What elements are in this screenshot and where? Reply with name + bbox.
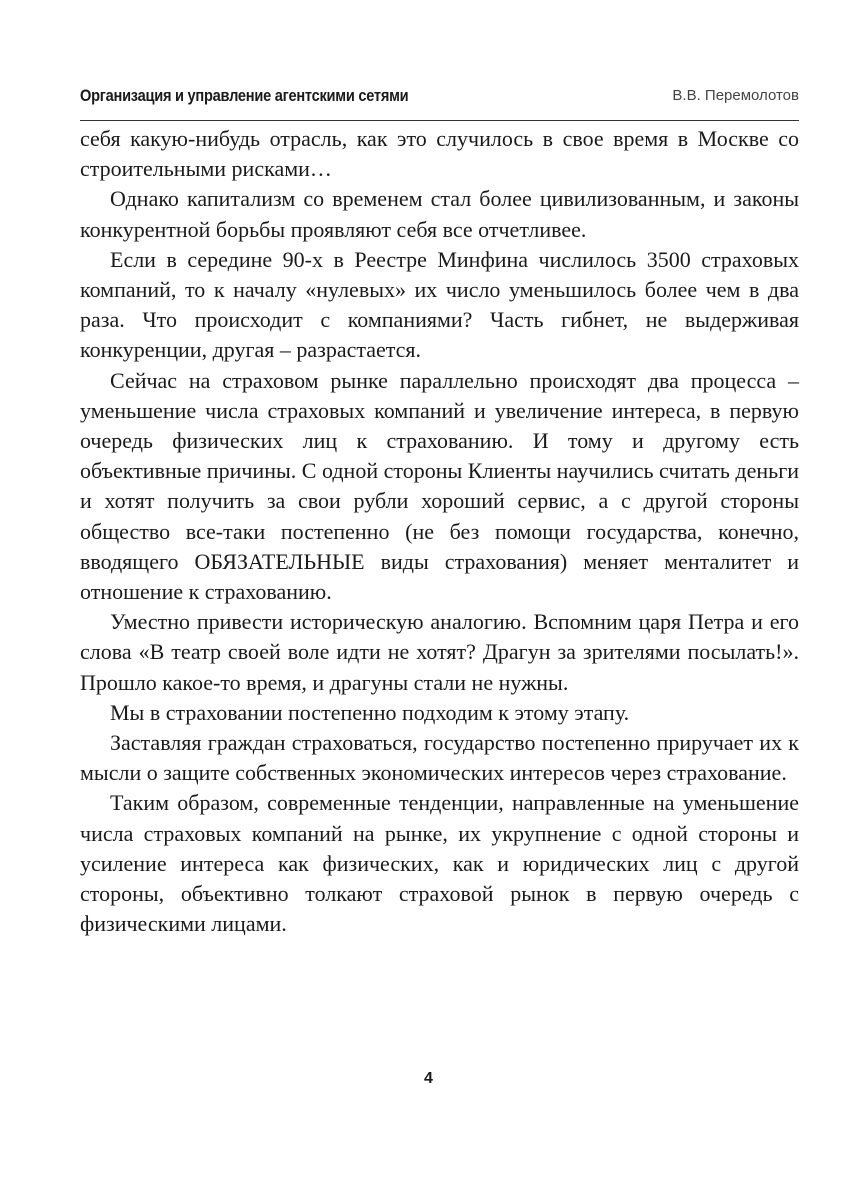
paragraph-5: Уместно привести историческую аналогию. Вспомним царя Петра и его слова «В театр своей воле идти не хотят? Драгун за зрителями посылать!». Прошло какое-то время, и драгуны стали не нужны. — [80, 609, 799, 695]
paragraph-1: себя какую-нибудь отрасль, как это случилось в свое время в Москве со строительными рисками… — [80, 126, 799, 182]
body-text — [80, 124, 799, 939]
paragraph-8: Таким образом, современные тенденции, направленные на уменьшение числа страховых компаний на рынке, их укрупнение с одной стороны и усиление интереса как физических, как и юридических лиц с другой стороны, объективно толкают страховой рынок в первую очередь с физическими лицами. — [80, 790, 799, 937]
paragraph-2: Однако капитализм со временем стал более цивилизованным, и законы конкурентной борьбы проявляют себя все отчетливее. — [80, 186, 799, 242]
running-header — [80, 80, 799, 121]
paragraph-6: Мы в страховании постепенно подходим к этому этапу. — [110, 699, 630, 725]
paragraph-3: Если в середине 90-х в Реестре Минфина числилось 3500 страховых компаний, то к началу «нулевых» их число уменьшилось более чем в два раза. Что происходит с компаниями? Часть гибнет, не выдерживая конкуренции, другая – разрастается. — [80, 246, 799, 363]
paragraph-7: Заставляя граждан страховаться, государство постепенно приручает их к мысли о защите собственных экономических интересов через страхование. — [80, 730, 799, 786]
header-author: В.В. Перемолотов — [672, 87, 799, 104]
paragraph-4: Сейчас на страховом рынке параллельно происходят два процесса – уменьшение числа страховых компаний и увеличение интереса, в первую очередь физических лиц к страхованию. И тому и другому есть объективные причины. С одной стороны Клиенты научились считать деньги и хотят получить за свои рубли хороший сервис, а с другой стороны общество все-таки постепенно (не без помощи государства, конечно, вводящего ОБЯЗАТЕЛЬНЫЕ виды страхования) меняет менталитет и отношение к страхованию. — [80, 367, 799, 605]
page-number: 4 — [424, 1070, 433, 1087]
header-title: Организация и управление агентскими сетями — [80, 86, 409, 105]
